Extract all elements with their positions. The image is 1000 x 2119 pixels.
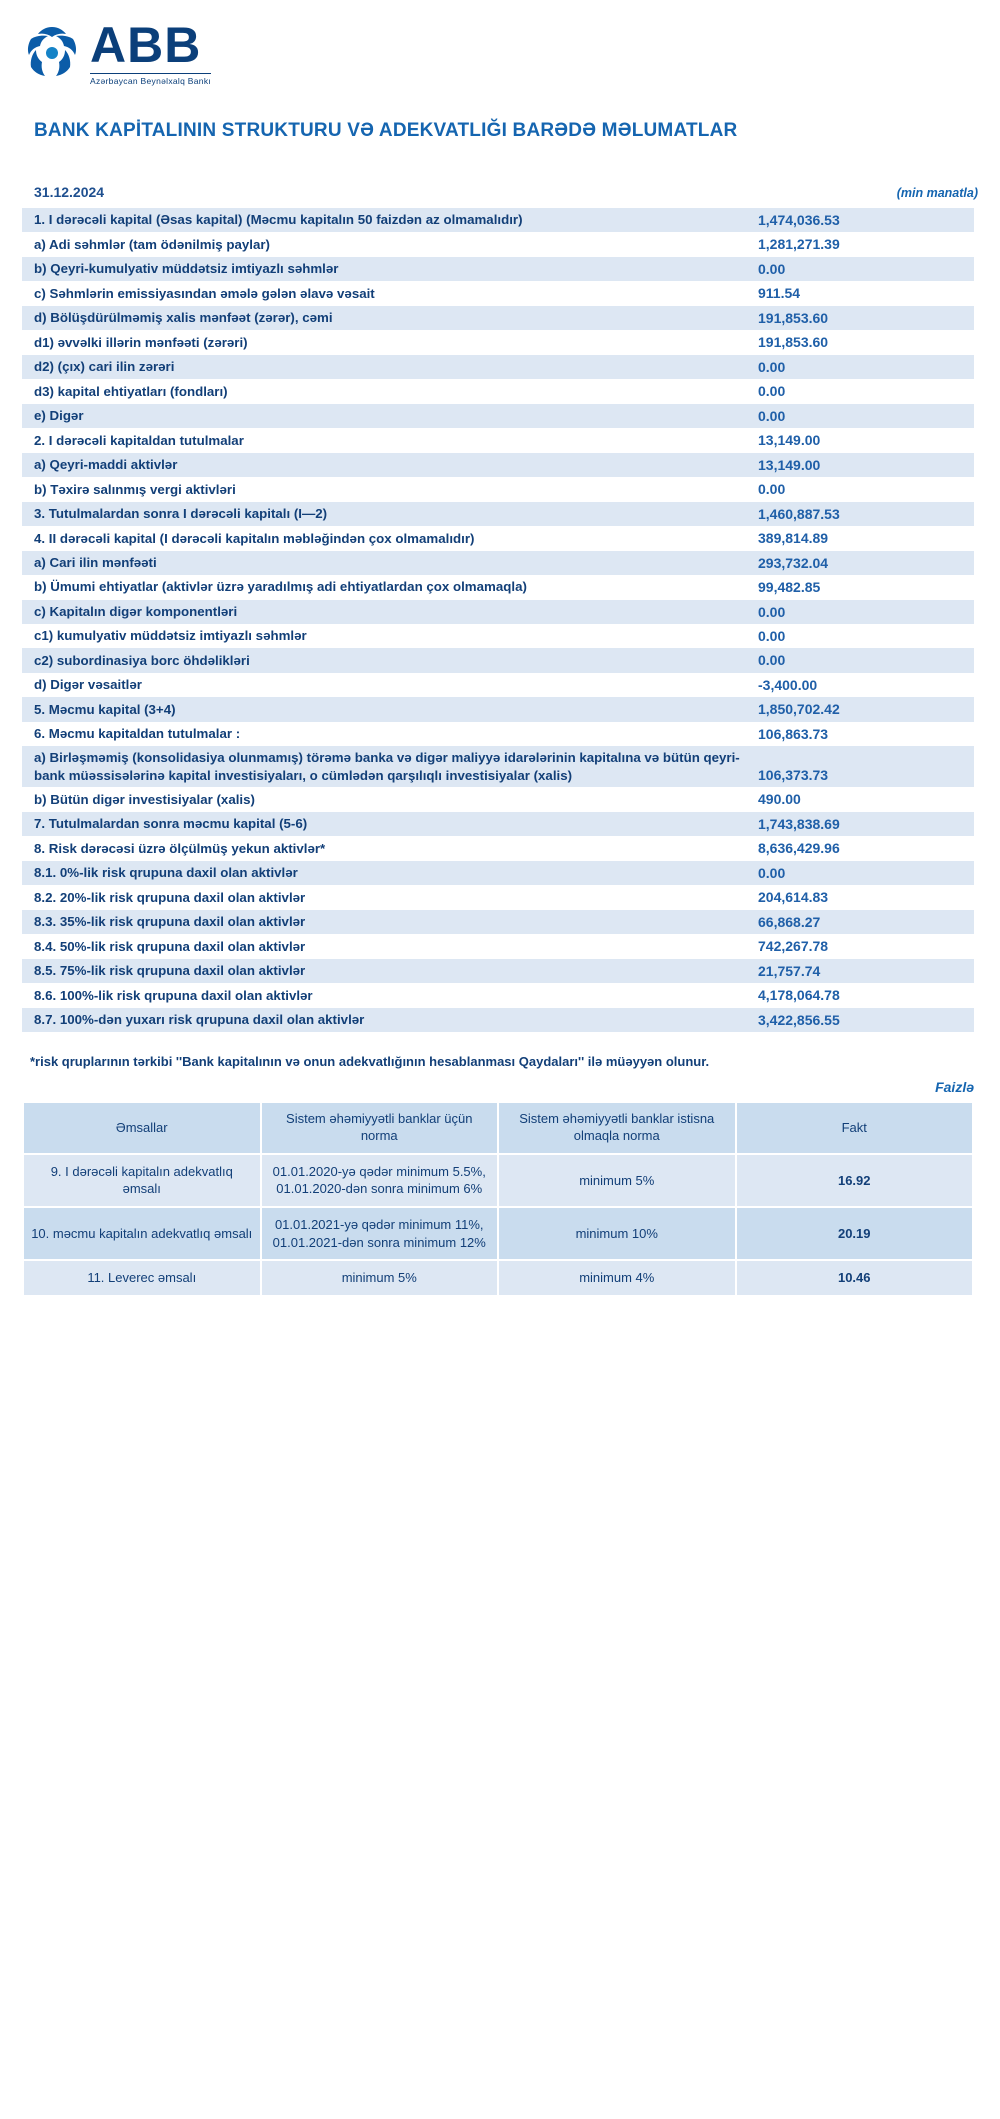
row-value: 106,863.73 xyxy=(744,722,974,746)
row-value: 1,281,271.39 xyxy=(744,232,974,256)
ratio-row xyxy=(23,1260,973,1296)
report-unit: (min manatla) xyxy=(896,186,978,200)
row-value: 911.54 xyxy=(744,281,974,305)
ratio-row-norm-other: minimum 4% xyxy=(498,1260,736,1296)
row-value: 3,422,856.55 xyxy=(744,1008,974,1032)
row-value: 1,850,702.42 xyxy=(744,697,974,721)
logo-subtitle: Azərbaycan Beynəlxalq Bankı xyxy=(90,73,211,86)
row-value: 490.00 xyxy=(744,787,974,811)
row-label: e) Digər xyxy=(22,404,744,428)
ratio-row-fact: 10.46 xyxy=(736,1260,974,1296)
table-row xyxy=(22,600,974,624)
table-row xyxy=(22,673,974,697)
table-row xyxy=(22,551,974,575)
table-row xyxy=(22,836,974,860)
row-value: -3,400.00 xyxy=(744,673,974,697)
logo-wordmark: ABB xyxy=(90,17,202,73)
row-value: 0.00 xyxy=(744,861,974,885)
row-value: 8,636,429.96 xyxy=(744,836,974,860)
table-row xyxy=(22,624,974,648)
row-label: 8.5. 75%-lik risk qrupuna daxil olan aktivlər xyxy=(22,959,744,983)
table-row xyxy=(22,208,974,232)
row-value: 66,868.27 xyxy=(744,910,974,934)
row-value: 293,732.04 xyxy=(744,551,974,575)
ratio-row-norm-systemic: 01.01.2020-yə qədər minimum 5.5%, 01.01.2020-dən sonra minimum 6% xyxy=(261,1154,499,1207)
adequacy-ratio-table xyxy=(22,1101,974,1297)
row-label: a) Cari ilin mənfəəti xyxy=(22,551,744,575)
row-value: 106,373.73 xyxy=(744,746,974,787)
row-label: 3. Tutulmalardan sonra I dərəcəli kapitalı (I—2) xyxy=(22,502,744,526)
table-row xyxy=(22,1008,974,1032)
row-label: 8.4. 50%-lik risk qrupuna daxil olan aktivlər xyxy=(22,934,744,958)
row-value: 4,178,064.78 xyxy=(744,983,974,1007)
row-label: c) Səhmlərin emissiyasından əmələ gələn əlavə vəsait xyxy=(22,281,744,305)
ratio-header-fact: Fakt xyxy=(736,1102,974,1154)
report-meta xyxy=(0,142,1000,204)
table-row xyxy=(22,722,974,746)
ratio-row xyxy=(23,1207,973,1260)
ratio-row-norm-other: minimum 10% xyxy=(498,1207,736,1260)
row-value: 0.00 xyxy=(744,257,974,281)
row-label: 5. Məcmu kapital (3+4) xyxy=(22,697,744,721)
row-label: 6. Məcmu kapitaldan tutulmalar : xyxy=(22,722,744,746)
table-row xyxy=(22,257,974,281)
table-row xyxy=(22,379,974,403)
row-label: 8.2. 20%-lik risk qrupuna daxil olan aktivlər xyxy=(22,885,744,909)
row-value: 21,757.74 xyxy=(744,959,974,983)
table-row xyxy=(22,959,974,983)
table-row xyxy=(22,232,974,256)
row-value: 0.00 xyxy=(744,379,974,403)
row-value: 191,853.60 xyxy=(744,306,974,330)
row-value: 0.00 xyxy=(744,624,974,648)
row-label: 7. Tutulmalardan sonra məcmu kapital (5-6) xyxy=(22,812,744,836)
row-value: 204,614.83 xyxy=(744,885,974,909)
ratio-row-name: 11. Leverec əmsalı xyxy=(23,1260,261,1296)
row-value: 99,482.85 xyxy=(744,575,974,599)
row-label: c2) subordinasiya borc öhdəlikləri xyxy=(22,648,744,672)
table-row xyxy=(22,861,974,885)
table-row xyxy=(22,746,974,787)
table-row xyxy=(22,812,974,836)
ratio-header-other: Sistem əhəmiyyətli banklar istisna olmaqla norma xyxy=(498,1102,736,1154)
table-row xyxy=(22,910,974,934)
row-value: 0.00 xyxy=(744,355,974,379)
row-value: 0.00 xyxy=(744,477,974,501)
table-row xyxy=(22,648,974,672)
ratio-row xyxy=(23,1154,973,1207)
ratio-row-fact: 20.19 xyxy=(736,1207,974,1260)
capital-structure-table xyxy=(22,208,974,1032)
row-label: c) Kapitalın digər komponentləri xyxy=(22,600,744,624)
ratio-row-name: 9. I dərəcəli kapitalın adekvatlıq əmsalı xyxy=(23,1154,261,1207)
row-label: b) Qeyri-kumulyativ müddətsiz imtiyazlı səhmlər xyxy=(22,257,744,281)
row-label: 8.3. 35%-lik risk qrupuna daxil olan aktivlər xyxy=(22,910,744,934)
row-label: a) Adi səhmlər (tam ödənilmiş paylar) xyxy=(22,232,744,256)
ratio-header-systemic: Sistem əhəmiyyətli banklar üçün norma xyxy=(261,1102,499,1154)
table-row xyxy=(22,428,974,452)
table-row xyxy=(22,526,974,550)
table-row xyxy=(22,787,974,811)
table-row xyxy=(22,934,974,958)
table-row xyxy=(22,697,974,721)
ratio-row-fact: 16.92 xyxy=(736,1154,974,1207)
ratio-row-norm-systemic: minimum 5% xyxy=(261,1260,499,1296)
row-value: 0.00 xyxy=(744,404,974,428)
table-row xyxy=(22,477,974,501)
table-row xyxy=(22,983,974,1007)
table-row xyxy=(22,575,974,599)
footnote: *risk qruplarının tərkibi ''Bank kapitalının və onun adekvatlığının hesablanması Qaydaları'' ilə müəyyən olunur. xyxy=(30,1054,710,1070)
table-row xyxy=(22,306,974,330)
row-label: b) Təxirə salınmış vergi aktivləri xyxy=(22,477,744,501)
row-label: 2. I dərəcəli kapitaldan tutulmalar xyxy=(22,428,744,452)
row-value: 0.00 xyxy=(744,600,974,624)
abb-emblem-icon xyxy=(22,23,82,83)
table-row xyxy=(22,355,974,379)
row-label: 8. Risk dərəcəsi üzrə ölçülmüş yekun aktivlər* xyxy=(22,836,744,860)
ratio-row-name: 10. məcmu kapitalın adekvatlıq əmsalı xyxy=(23,1207,261,1260)
table-row xyxy=(22,404,974,428)
ratio-header-row xyxy=(23,1102,973,1154)
row-label: d2) (çıx) cari ilin zərəri xyxy=(22,355,744,379)
table-row xyxy=(22,502,974,526)
row-label: d) Bölüşdürülməmiş xalis mənfəət (zərər), cəmi xyxy=(22,306,744,330)
ratio-row-norm-systemic: 01.01.2021-yə qədər minimum 11%, 01.01.2021-dən sonra minimum 12% xyxy=(261,1207,499,1260)
row-label: d3) kapital ehtiyatları (fondları) xyxy=(22,379,744,403)
row-value: 1,474,036.53 xyxy=(744,208,974,232)
row-value: 1,460,887.53 xyxy=(744,502,974,526)
row-label: d1) əvvəlki illərin mənfəəti (zərəri) xyxy=(22,330,744,354)
table-row xyxy=(22,453,974,477)
report-date: 31.12.2024 xyxy=(34,184,105,200)
row-label: a) Qeyri-maddi aktivlər xyxy=(22,453,744,477)
row-value: 389,814.89 xyxy=(744,526,974,550)
ratio-row-norm-other: minimum 5% xyxy=(498,1154,736,1207)
row-value: 1,743,838.69 xyxy=(744,812,974,836)
table-row xyxy=(22,885,974,909)
bank-logo xyxy=(0,0,1000,92)
row-label: b) Ümumi ehtiyatlar (aktivlər üzrə yaradılmış adi ehtiyatlardan çox olmamaqla) xyxy=(22,575,744,599)
row-label: b) Bütün digər investisiyalar (xalis) xyxy=(22,787,744,811)
ratio-header-name: Əmsallar xyxy=(23,1102,261,1154)
row-value: 191,853.60 xyxy=(744,330,974,354)
row-value: 742,267.78 xyxy=(744,934,974,958)
row-value: 13,149.00 xyxy=(744,453,974,477)
row-label: a) Birləşməmiş (konsolidasiya olunmamış) törəmə banka və digər maliyyə idarələrinin kapitalına və bütün qeyri-bank müəssisələrinə kapital investisiyaları, o cümlədən qarşılıqlı investisiyalar (xalis) xyxy=(22,746,744,787)
table-row xyxy=(22,330,974,354)
row-label: 4. II dərəcəli kapital (I dərəcəli kapitalın məbləğindən çox olmamalıdır) xyxy=(22,526,744,550)
table-row xyxy=(22,281,974,305)
row-label: c1) kumulyativ müddətsiz imtiyazlı səhmlər xyxy=(22,624,744,648)
row-value: 0.00 xyxy=(744,648,974,672)
row-label: 8.7. 100%-dən yuxarı risk qrupuna daxil olan aktivlər xyxy=(22,1008,744,1032)
row-label: 8.6. 100%-lik risk qrupuna daxil olan aktivlər xyxy=(22,983,744,1007)
percent-label: Faizlə xyxy=(935,1079,974,1096)
row-label: d) Digər vəsaitlər xyxy=(22,673,744,697)
page-title: BANK KAPİTALININ STRUKTURU VƏ ADEKVATLIĞI BARƏDƏ MƏLUMATLAR xyxy=(34,120,738,141)
row-label: 8.1. 0%-lik risk qrupuna daxil olan aktivlər xyxy=(22,861,744,885)
row-label: 1. I dərəcəli kapital (Əsas kapital) (Məcmu kapitalın 50 faizdən az olmamalıdır) xyxy=(22,208,744,232)
row-value: 13,149.00 xyxy=(744,428,974,452)
